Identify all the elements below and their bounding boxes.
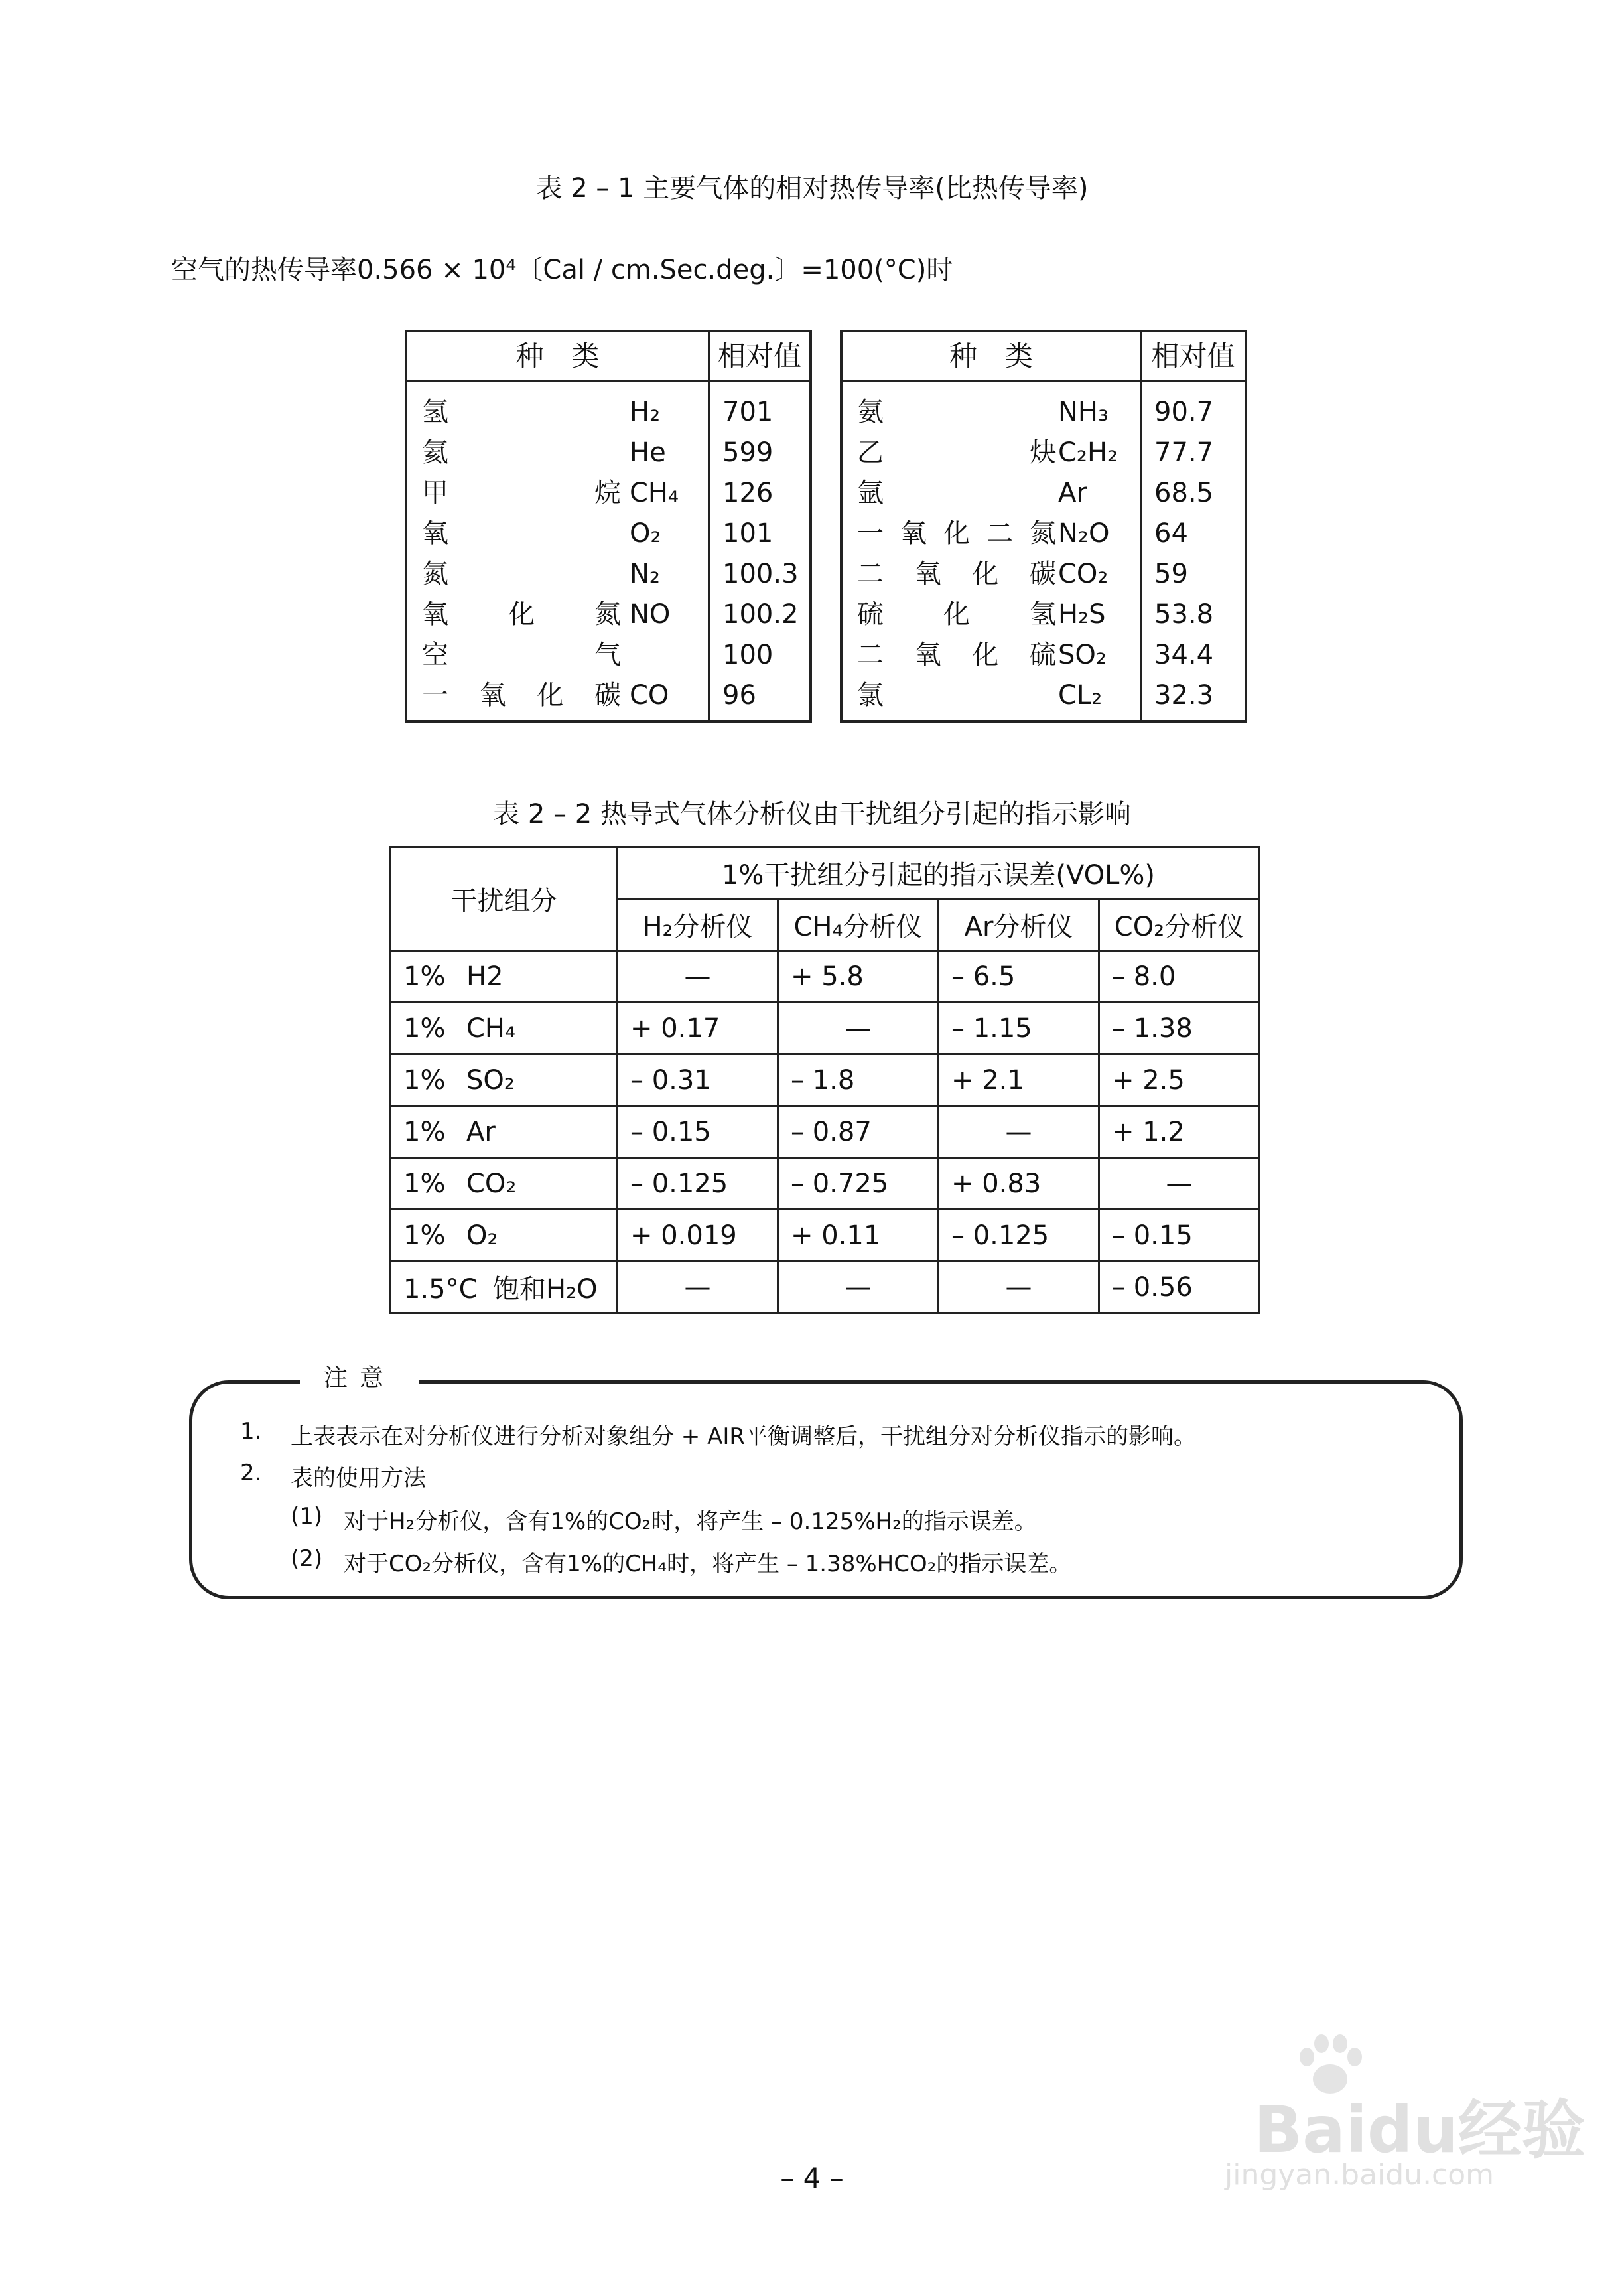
relative-value: 77.7	[1154, 437, 1214, 468]
gas-name	[422, 514, 621, 554]
gas-formula: NO	[630, 599, 671, 630]
gas-row	[843, 473, 1245, 514]
error-value: – 0.125	[618, 1158, 778, 1210]
error-value: + 0.11	[778, 1210, 939, 1261]
error-value: —	[778, 1261, 939, 1313]
gas-row	[407, 676, 809, 716]
relative-value: 100.3	[722, 559, 799, 589]
gas-name	[422, 392, 621, 433]
gas-name-char: 烷	[594, 478, 621, 508]
component-percent: 1%	[403, 1220, 446, 1251]
error-value: – 0.15	[1099, 1210, 1260, 1261]
gas-name	[422, 433, 621, 473]
gas-row	[407, 433, 809, 473]
gas-name-char: 一	[857, 518, 884, 549]
gas-name-char: 硫	[857, 599, 884, 630]
gas-name-char: 二	[857, 640, 884, 670]
header-kind: 种 类	[949, 340, 1033, 372]
component-name: CH₄	[466, 1013, 516, 1044]
gas-name-char: 氧	[914, 559, 941, 589]
table-row	[391, 1210, 1260, 1261]
component-cell	[391, 1003, 618, 1054]
relative-value: 53.8	[1154, 599, 1214, 630]
note-1: 上表表示在对分析仪进行分析对象组分 + AIR平衡调整后，干扰组分对分析仪指示的影响。	[291, 1423, 1197, 1450]
gas-name-char: 氯	[857, 680, 884, 711]
gas-name-char: 氧	[479, 680, 506, 711]
gas-formula: H₂	[630, 397, 661, 427]
component-cell	[391, 1210, 618, 1261]
note-1-number: 1.	[240, 1418, 262, 1445]
air-conductivity-note: 空气的热传导率0.566 × 10⁴〔Cal / cm.Sec.deg.〕=100(°C)时	[171, 255, 953, 285]
gas-name-char: 氮	[1030, 518, 1056, 549]
gas-name-char: 氧	[422, 518, 448, 549]
col-ch4-analyzer: CH₄分析仪	[778, 899, 939, 951]
gas-formula: N₂O	[1058, 518, 1110, 549]
note-2-1-number: (1)	[291, 1503, 323, 1530]
gas-name	[857, 514, 1056, 554]
notice-box	[189, 1380, 1463, 1599]
component-percent: 1%	[403, 961, 446, 992]
gas-row	[843, 392, 1245, 433]
gas-name	[422, 676, 621, 716]
gas-name-char: 化	[537, 680, 564, 711]
gas-row	[843, 635, 1245, 676]
gas-name-char: 氩	[857, 478, 884, 508]
gas-formula: CO	[630, 680, 669, 711]
relative-value: 126	[722, 478, 774, 508]
gas-name-char: 二	[986, 518, 1013, 549]
gas-name-char: 氮	[422, 559, 448, 589]
error-value: + 0.83	[939, 1158, 1099, 1210]
gas-formula: He	[630, 437, 666, 468]
group-header: 1%干扰组分引起的指示误差(VOL%)	[618, 847, 1260, 899]
gas-name	[857, 676, 1056, 716]
table-row	[391, 951, 1260, 1003]
header-kind: 种 类	[515, 340, 600, 372]
component-name: Ar	[466, 1116, 496, 1147]
gas-formula: O₂	[630, 518, 661, 549]
component-percent: 1%	[403, 1064, 446, 1096]
relative-value: 59	[1154, 559, 1188, 589]
gas-name-char: 甲	[422, 478, 448, 508]
gas-name-char: 硫	[1029, 640, 1056, 670]
watermark-logo-text: Baidu经验	[1254, 2093, 1586, 2167]
gas-name-char: 炔	[1030, 437, 1056, 468]
error-value: – 0.125	[939, 1210, 1099, 1261]
gas-formula: NH₃	[1058, 397, 1109, 427]
gas-name-char: 氧	[914, 640, 941, 670]
error-value: —	[939, 1106, 1099, 1158]
note-2: 表的使用方法	[291, 1465, 426, 1492]
interference-table	[389, 846, 1260, 1314]
gas-formula: Ar	[1058, 478, 1087, 508]
col-h2-analyzer: H₂分析仪	[618, 899, 778, 951]
relative-value: 599	[722, 437, 774, 468]
gas-name	[857, 554, 1056, 595]
error-value: – 6.5	[939, 951, 1099, 1003]
table-2-1-title: 表 2 – 1 主要气体的相对热传导率(比热传导率)	[535, 173, 1089, 204]
gas-name	[422, 473, 621, 514]
relative-value: 100	[722, 640, 774, 670]
notice-label: 注意	[300, 1359, 419, 1393]
error-value: + 2.1	[939, 1054, 1099, 1106]
relative-value: 101	[722, 518, 774, 549]
gas-row	[407, 635, 809, 676]
table-row	[391, 1158, 1260, 1210]
gas-name-char: 碳	[594, 680, 621, 711]
gas-row	[407, 595, 809, 635]
table-2-1-left	[405, 330, 812, 723]
error-value: —	[618, 1261, 778, 1313]
gas-name	[857, 473, 1056, 514]
gas-name-char: 氨	[857, 397, 884, 427]
gas-row	[407, 392, 809, 433]
note-2-1: 对于H₂分析仪，含有1%的CO₂时，将产生 – 0.125%H₂的指示误差。	[344, 1508, 1037, 1535]
gas-name-char: 化	[943, 599, 970, 630]
header-value: 相对值	[1151, 340, 1235, 372]
component-cell	[391, 1158, 618, 1210]
component-name: O₂	[466, 1220, 498, 1251]
header-value: 相对值	[717, 340, 801, 372]
gas-formula: CH₄	[630, 478, 679, 508]
component-percent: 1.5°C	[403, 1274, 478, 1305]
component-percent: 1%	[403, 1013, 446, 1044]
error-value: – 0.31	[618, 1054, 778, 1106]
baidu-watermark	[1168, 2064, 1586, 2203]
component-cell	[391, 1106, 618, 1158]
gas-name-char: 空	[422, 640, 448, 670]
watermark-url: jingyan.baidu.com	[1225, 2158, 1495, 2192]
error-value: + 0.17	[618, 1003, 778, 1054]
gas-row	[843, 514, 1245, 554]
error-value: – 0.725	[778, 1158, 939, 1210]
error-value: – 0.87	[778, 1106, 939, 1158]
gas-formula: N₂	[630, 559, 660, 589]
gas-formula: CO₂	[1058, 559, 1109, 589]
error-value: + 2.5	[1099, 1054, 1260, 1106]
component-cell	[391, 951, 618, 1003]
error-value: —	[778, 1003, 939, 1054]
relative-value: 100.2	[722, 599, 799, 630]
relative-value: 90.7	[1154, 397, 1214, 427]
gas-formula: H₂S	[1058, 599, 1106, 630]
component-name: CO₂	[466, 1168, 517, 1199]
note-2-number: 2.	[240, 1460, 262, 1486]
component-percent: 1%	[403, 1168, 446, 1199]
gas-row	[843, 554, 1245, 595]
gas-name-char: 化	[943, 518, 970, 549]
error-value: + 0.019	[618, 1210, 778, 1261]
gas-name-char: 氦	[422, 437, 448, 468]
error-value: —	[1099, 1158, 1260, 1210]
gas-row	[407, 514, 809, 554]
row-header: 干扰组分	[391, 847, 618, 951]
page-number: – 4 –	[780, 2162, 844, 2194]
gas-formula: SO₂	[1058, 640, 1107, 670]
gas-name-char: 气	[594, 640, 621, 670]
component-percent: 1%	[403, 1116, 446, 1147]
gas-name-char: 氢	[422, 397, 448, 427]
error-value: – 0.56	[1099, 1261, 1260, 1313]
relative-value: 68.5	[1154, 478, 1214, 508]
gas-name	[422, 595, 621, 635]
gas-name-char: 一	[422, 680, 448, 711]
table-row	[391, 1106, 1260, 1158]
component-name: 饱和H₂O	[493, 1274, 598, 1305]
error-value: – 0.15	[618, 1106, 778, 1158]
error-value: – 8.0	[1099, 951, 1260, 1003]
col-ar-analyzer: Ar分析仪	[939, 899, 1099, 951]
gas-row	[843, 595, 1245, 635]
note-2-2: 对于CO₂分析仪，含有1%的CH₄时，将产生 – 1.38%HCO₂的指示误差。	[344, 1551, 1072, 1577]
table-row	[391, 1003, 1260, 1054]
gas-name	[857, 635, 1056, 676]
error-value: – 1.38	[1099, 1003, 1260, 1054]
gas-name-char: 二	[857, 559, 884, 589]
gas-name-char: 化	[972, 559, 999, 589]
relative-value: 64	[1154, 518, 1188, 549]
gas-row	[407, 473, 809, 514]
error-value: —	[939, 1261, 1099, 1313]
table-2-2-title: 表 2 – 2 热导式气体分析仪由干扰组分引起的指示影响	[493, 799, 1131, 829]
gas-row	[407, 554, 809, 595]
relative-value: 32.3	[1154, 680, 1214, 711]
gas-name-char: 氮	[594, 599, 621, 630]
table-row	[391, 1261, 1260, 1313]
error-value: + 1.2	[1099, 1106, 1260, 1158]
gas-name-char: 化	[508, 599, 535, 630]
error-value: + 5.8	[778, 951, 939, 1003]
relative-value: 34.4	[1154, 640, 1214, 670]
note-2-2-number: (2)	[291, 1545, 323, 1572]
component-name: H2	[466, 961, 504, 992]
gas-name	[857, 595, 1056, 635]
gas-name	[857, 433, 1056, 473]
gas-name-char: 乙	[857, 437, 884, 468]
gas-name	[422, 554, 621, 595]
error-value: – 1.15	[939, 1003, 1099, 1054]
gas-formula: C₂H₂	[1058, 437, 1118, 468]
component-cell	[391, 1054, 618, 1106]
relative-value: 96	[722, 680, 756, 711]
gas-name-char: 碳	[1029, 559, 1056, 589]
gas-name-char: 氢	[1030, 599, 1056, 630]
gas-formula: CL₂	[1058, 680, 1103, 711]
table-2-1-right	[840, 330, 1247, 723]
error-value: —	[618, 951, 778, 1003]
gas-name-char: 化	[972, 640, 999, 670]
table-row	[391, 1054, 1260, 1106]
gas-row	[843, 433, 1245, 473]
relative-value: 701	[722, 397, 774, 427]
gas-name-char: 氧	[422, 599, 448, 630]
component-cell	[391, 1261, 618, 1313]
gas-name	[422, 635, 621, 676]
component-name: SO₂	[466, 1064, 515, 1096]
gas-name	[857, 392, 1056, 433]
gas-name-char: 氧	[900, 518, 927, 549]
gas-row	[843, 676, 1245, 716]
col-co2-analyzer: CO₂分析仪	[1099, 899, 1260, 951]
error-value: – 1.8	[778, 1054, 939, 1106]
